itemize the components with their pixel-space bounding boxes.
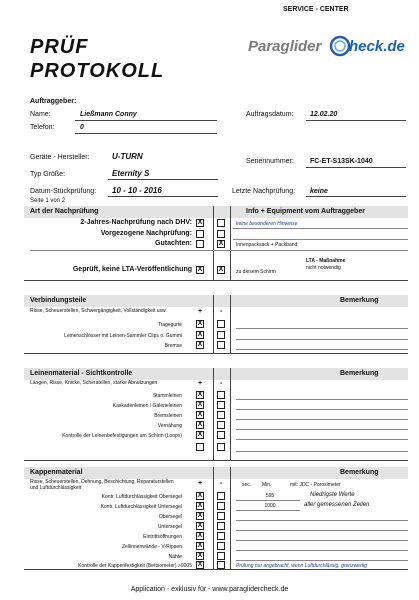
obersegel-minus-checkbox[interactable] bbox=[217, 512, 225, 520]
name-label: Name: bbox=[30, 111, 51, 118]
aller-zellen-note: aller gemessenen Zellen bbox=[304, 502, 370, 508]
kappe-item-eintritt: Eintrittsöffnungen bbox=[143, 534, 182, 540]
leinenmaterial-plus: + bbox=[198, 380, 203, 387]
kappe-item-luft-obersegel: Kontr. Luftdurchlässigkeit Obersegel bbox=[101, 494, 182, 500]
verbindungsteile-sub: Risse, Scheuerstellen, Schwergängigkeit, Vollständigkeit usw. bbox=[30, 308, 167, 314]
art-heading: Art der Nachprüfung bbox=[30, 208, 99, 215]
leinen-item-stammleinen: Stammleinen bbox=[152, 393, 182, 399]
art-row-geprueft: Geprüft, keine LTA-Veröffentlichung bbox=[72, 266, 192, 273]
kappenmaterial-bemerkung: Bemerkung bbox=[340, 469, 379, 476]
client-heading: Auftraggeber: bbox=[30, 98, 77, 105]
date-label: Datum-Stückprüfung: bbox=[30, 188, 97, 195]
zellinnenwaende-minus-checkbox[interactable] bbox=[217, 542, 225, 550]
kaskaden-minus-checkbox[interactable] bbox=[217, 401, 225, 409]
leinenschloesser-plus-checkbox[interactable]: X bbox=[197, 331, 203, 338]
phone-value: 0 bbox=[80, 124, 84, 131]
last-check-label: Letzte Nachprüfung: bbox=[232, 188, 296, 195]
kappe-item-kappenfestigkeit: Kontrolle der Kappenfestigkeit (Bettsometer) >9005 bbox=[78, 563, 192, 569]
verbindungsteile-item-bremse: Bremse bbox=[164, 343, 182, 349]
serial-label: Seriennummer: bbox=[246, 158, 294, 165]
art-info-2: Innenpacksack + Packband bbox=[236, 242, 298, 248]
art-row-gutachten-checkbox[interactable] bbox=[196, 240, 204, 248]
kappenmaterial-plus: + bbox=[198, 480, 203, 487]
art-row-2-jahres-minus-checkbox[interactable] bbox=[217, 219, 225, 227]
kappenmaterial-heading: Kappenmaterial bbox=[30, 469, 83, 476]
manufacturer-label: Geräte - Hersteller: bbox=[30, 154, 90, 161]
phone-label: Telefon: bbox=[30, 124, 55, 131]
schirm-label: zu diesem Schirm bbox=[236, 269, 276, 275]
verbindungsteile-bemerkung: Bemerkung bbox=[340, 297, 379, 304]
luft-untersegel-plus-checkbox[interactable]: X bbox=[197, 502, 203, 509]
stammleinen-minus-checkbox[interactable] bbox=[217, 391, 225, 399]
kappenfestigkeit-minus-checkbox[interactable] bbox=[217, 561, 225, 569]
last-check-value: keine bbox=[310, 188, 328, 195]
naehte-plus-checkbox[interactable]: X bbox=[197, 552, 203, 559]
name-value: Ließmann Conny bbox=[80, 111, 137, 118]
kaskaden-plus-checkbox[interactable]: X bbox=[197, 401, 203, 408]
kappenmaterial-sub-1: Risse, Scheuerstellen, Dehnung, Beschichtung, Reparaturstellen bbox=[30, 479, 174, 485]
page-info: Seite 1 von 2 bbox=[30, 198, 66, 204]
art-row-gutachten: Gutachten: bbox=[155, 240, 192, 247]
leinen-empty-minus-checkbox[interactable] bbox=[217, 443, 225, 451]
kappe-item-naehte: Nähte bbox=[168, 554, 182, 560]
kappe-footer-note: Prüfung nur angebracht, wenn Luftdurchlässig. grenzwertig bbox=[236, 563, 367, 569]
leinenmaterial-minus: - bbox=[220, 380, 223, 387]
leinenmaterial-sub: Längen, Risse, Knicke, Scheratellen, starke Abnutzungen bbox=[30, 380, 158, 386]
service-center-label: SERVICE - CENTER bbox=[283, 6, 349, 13]
sec-label: sec. bbox=[242, 482, 252, 488]
type-label: Typ Größe: bbox=[30, 171, 66, 178]
kappe-item-luft-untersegel: Kontr. Luftdurchlässigkeit Untersegel bbox=[100, 504, 182, 510]
serial-value: FC-ET-S13SK-1040 bbox=[310, 158, 373, 165]
luft-untersegel-minus-checkbox[interactable] bbox=[217, 502, 225, 510]
lta-line-1: LTA - Maßnahme bbox=[306, 258, 346, 264]
verbindungsteile-plus: + bbox=[198, 308, 203, 315]
luft-untersegel-value: 1000 bbox=[264, 503, 276, 509]
bremse-minus-checkbox[interactable] bbox=[217, 341, 225, 349]
stammleinen-plus-checkbox[interactable]: X bbox=[197, 391, 203, 398]
eintritt-minus-checkbox[interactable] bbox=[217, 532, 225, 540]
art-row-vorgezogen: Vorgezogene Nachprüfung: bbox=[100, 230, 192, 237]
art-row-gutachten-minus-checkbox[interactable]: X bbox=[218, 240, 224, 247]
niedrigste-werte-note: Niedrigste Werte bbox=[310, 492, 355, 498]
zellinnenwaende-plus-checkbox[interactable]: X bbox=[197, 542, 203, 549]
leinenmaterial-heading: Leinenmaterial - Sichtkontrolle bbox=[30, 370, 133, 377]
bremsleinen-plus-checkbox[interactable]: X bbox=[197, 411, 203, 418]
luft-obersegel-minus-checkbox[interactable] bbox=[217, 492, 225, 500]
verbindungsteile-item-leinenschloesser: Leinenschlösser mit Leinen-Sammler Clips o. Gummi bbox=[64, 333, 182, 339]
verbindungsteile-item-tragegurte: Tragegurte bbox=[157, 322, 182, 328]
title-line-1: PRÜF bbox=[30, 36, 89, 58]
footer-text: Application - exklusiv für - www.paraglidercheck.de bbox=[130, 586, 289, 593]
kappe-item-zellinnenwaende: Zellinnenwände - V-Rippen bbox=[121, 544, 182, 550]
type-value: Eternity S bbox=[112, 169, 150, 178]
naehte-minus-checkbox[interactable] bbox=[217, 552, 225, 560]
bremse-plus-checkbox[interactable]: X bbox=[197, 341, 203, 348]
kappenmaterial-sub-2: und Luftdurchlässigkeit bbox=[30, 485, 82, 491]
art-row-2-jahres: 2-Jahres-Nachprüfung nach DHV: bbox=[80, 219, 192, 226]
leinenmaterial-bemerkung: Bemerkung bbox=[340, 370, 379, 377]
porosimeter-label: mit: JDC - Porosimeter bbox=[290, 482, 341, 488]
eintritt-plus-checkbox[interactable]: X bbox=[197, 532, 203, 539]
vernaehung-minus-checkbox[interactable] bbox=[217, 421, 225, 429]
leinen-item-bremsleinen: Bremsleinen bbox=[154, 413, 182, 419]
geprueft-checkbox-2[interactable]: X bbox=[218, 266, 224, 273]
leinen-empty-plus-checkbox[interactable] bbox=[196, 443, 204, 451]
tragegurte-minus-checkbox[interactable] bbox=[217, 320, 225, 328]
luft-obersegel-value: 595 bbox=[265, 493, 275, 499]
art-row-2-jahres-checkbox[interactable]: X bbox=[197, 219, 203, 226]
art-row-vorgezogen-minus-checkbox[interactable] bbox=[217, 230, 225, 238]
obersegel-plus-checkbox[interactable]: X bbox=[197, 512, 203, 519]
lta-line-2: nicht notwendig bbox=[306, 265, 341, 271]
art-row-vorgezogen-checkbox[interactable] bbox=[196, 230, 204, 238]
date-value: 10 - 10 - 2016 bbox=[112, 186, 162, 195]
vernaehung-plus-checkbox[interactable]: X bbox=[197, 421, 203, 428]
loops-plus-checkbox[interactable]: X bbox=[197, 431, 203, 438]
untersegel-minus-checkbox[interactable] bbox=[217, 522, 225, 530]
kappe-item-obersegel: Obersegel bbox=[158, 514, 182, 520]
title-line-2: PROTOKOLL bbox=[30, 60, 165, 82]
kappe-item-untersegel: Untersegel bbox=[157, 524, 182, 530]
info-heading: Info + Equipment vom Auftraggeber bbox=[246, 208, 365, 215]
paraglidercheck-logo: Paraglider heck.de bbox=[248, 32, 413, 60]
geprueft-checkbox[interactable]: X bbox=[197, 266, 203, 273]
verbindungsteile-heading: Verbindungsteile bbox=[30, 297, 87, 304]
kappenmaterial-minus: - bbox=[220, 480, 223, 487]
leinen-item-kaskaden: Kaskadenleinen / Galerieleinen bbox=[112, 403, 182, 409]
untersegel-plus-checkbox[interactable]: X bbox=[197, 522, 203, 529]
art-info-1: keine besonderen Hinweise bbox=[236, 221, 298, 227]
verbindungsteile-minus: - bbox=[220, 308, 223, 315]
min-label: Min. bbox=[262, 482, 272, 488]
order-date-value: 12.02.20 bbox=[310, 111, 338, 118]
tragegurte-plus-checkbox[interactable]: X bbox=[197, 320, 203, 327]
luft-obersegel-plus-checkbox[interactable]: X bbox=[197, 492, 203, 499]
leinen-item-loops: Kontrolle der Leinenbefestigungen am Schirm (Loops) bbox=[62, 433, 182, 439]
leinenschloesser-minus-checkbox[interactable] bbox=[217, 331, 225, 339]
leinen-item-vernaehung: Vernähung bbox=[157, 423, 182, 429]
kappenfestigkeit-plus-checkbox[interactable]: X bbox=[197, 561, 203, 568]
loops-minus-checkbox[interactable] bbox=[217, 431, 225, 439]
check-circle-icon bbox=[329, 34, 351, 58]
order-date-label: Auftragsdatum: bbox=[246, 111, 294, 118]
manufacturer-value: U-TURN bbox=[112, 152, 143, 161]
bremsleinen-minus-checkbox[interactable] bbox=[217, 411, 225, 419]
